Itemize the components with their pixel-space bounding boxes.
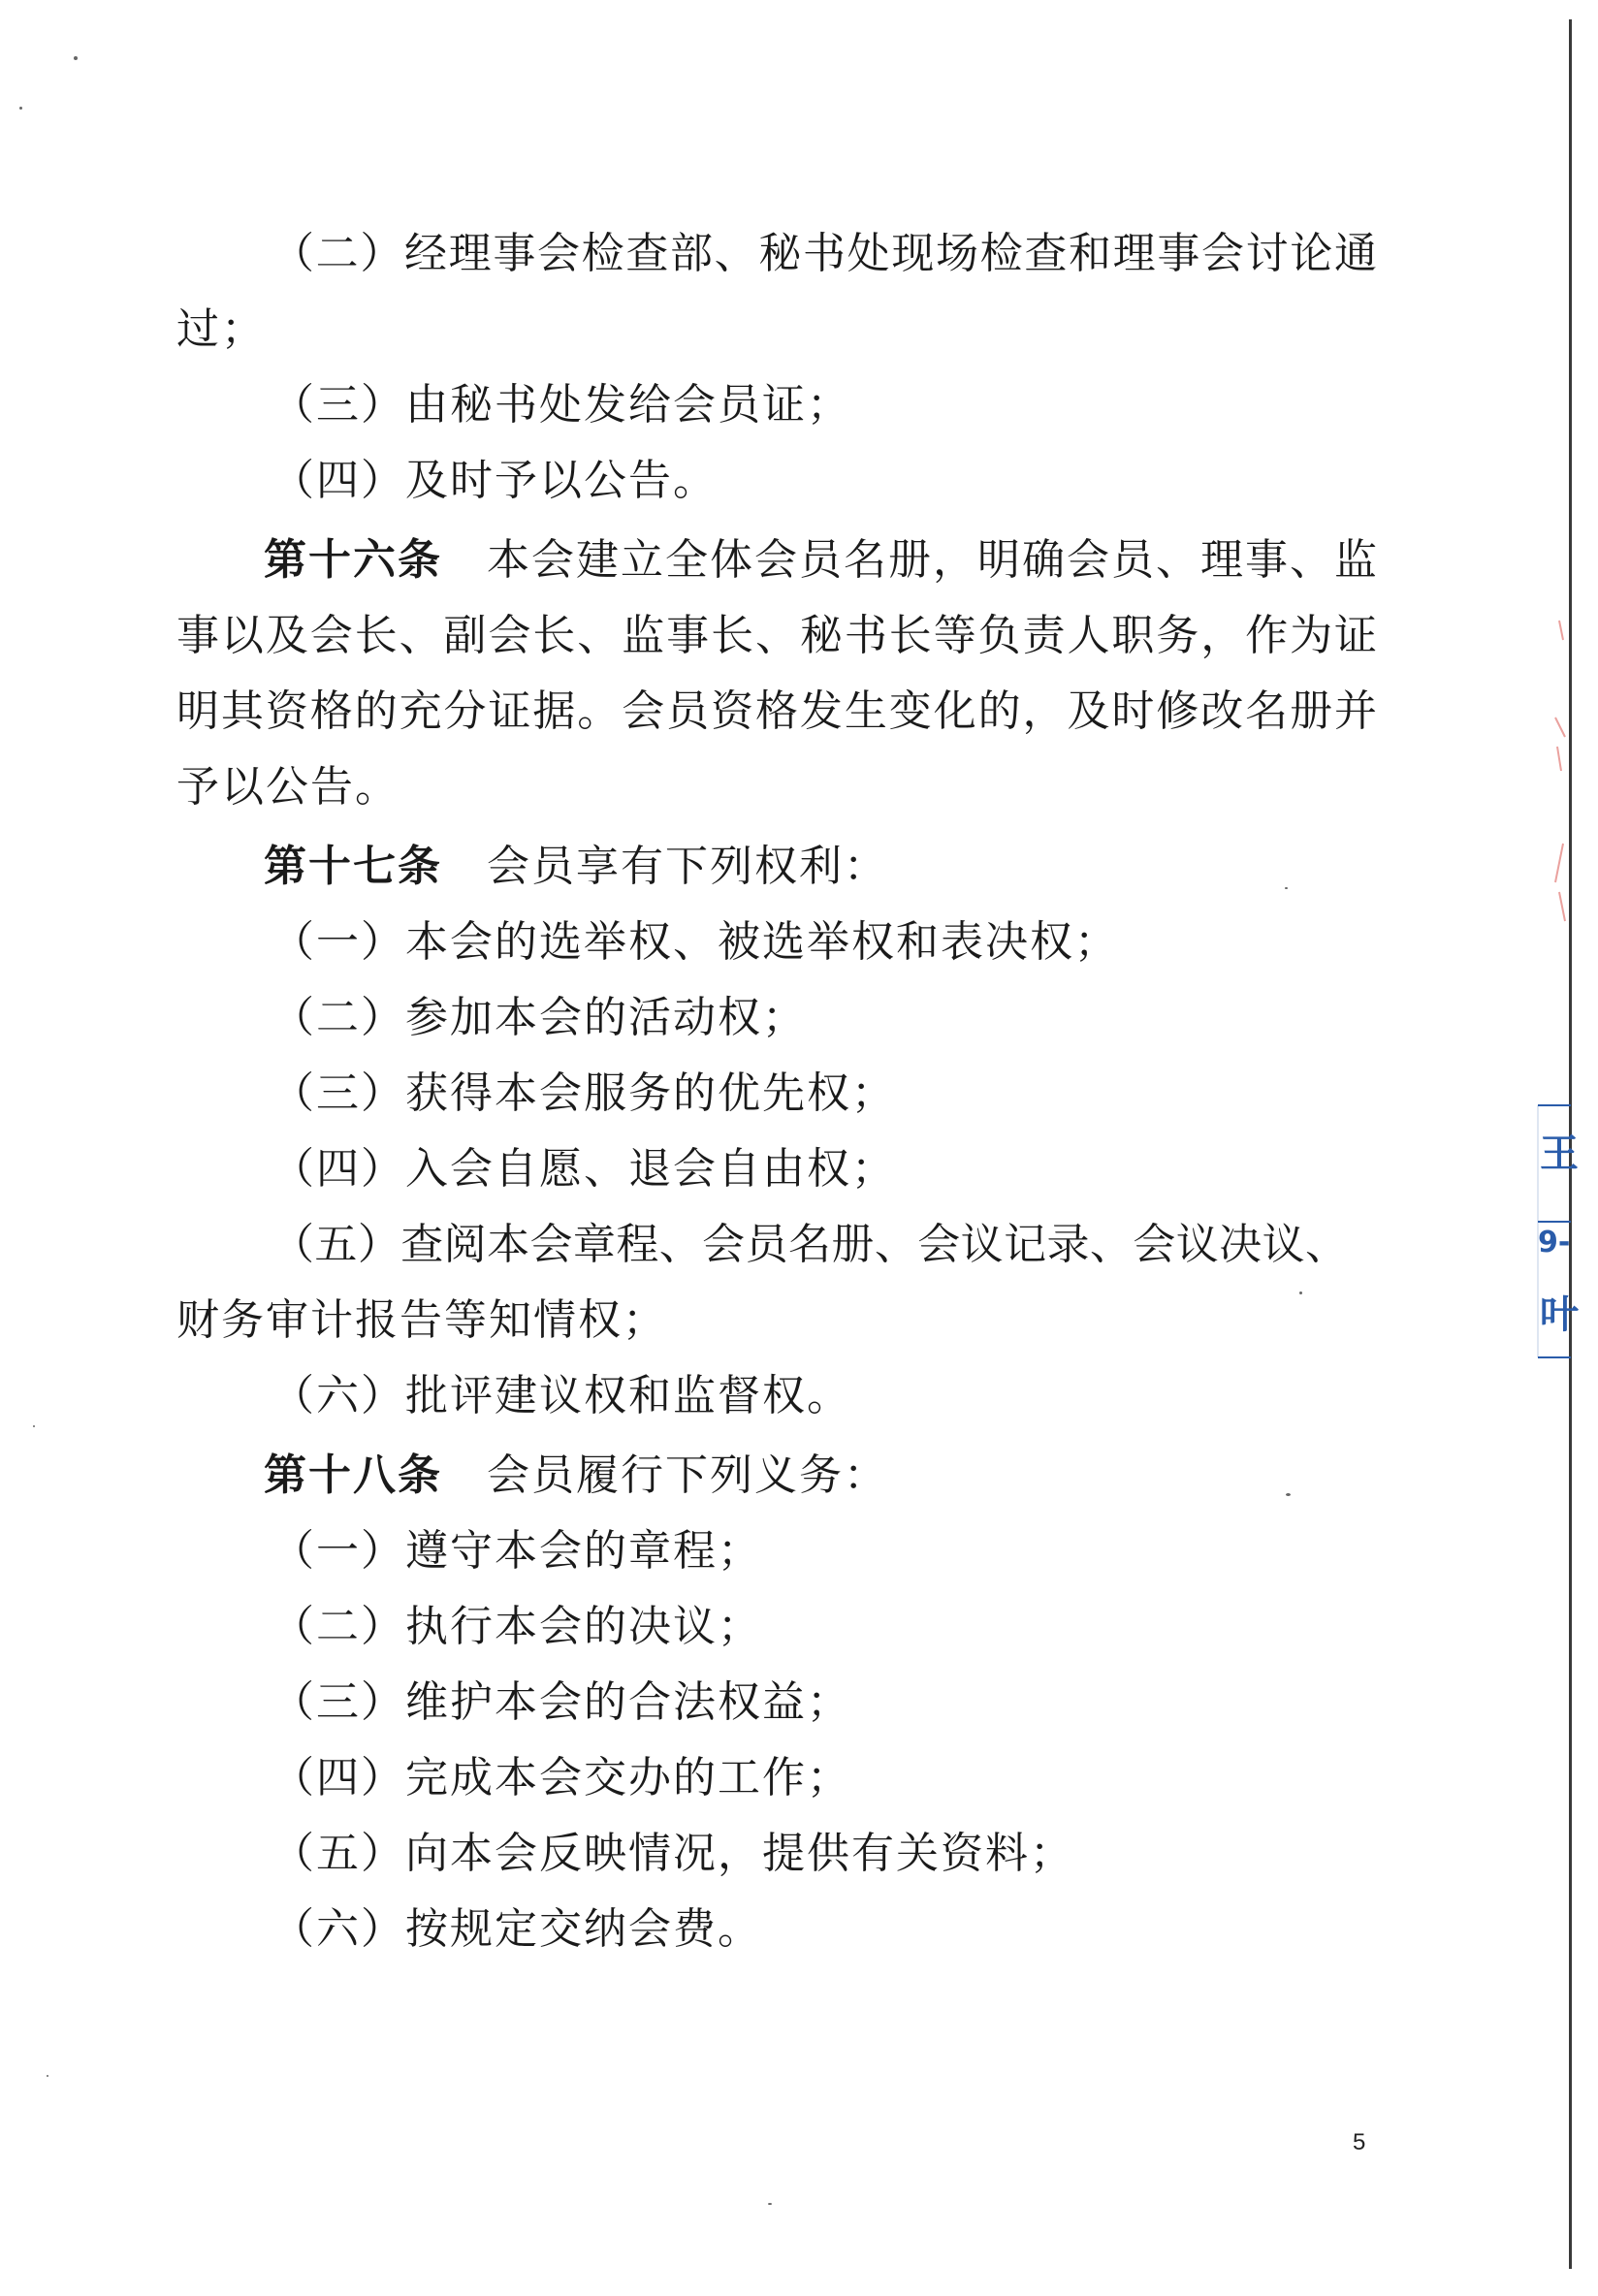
page-number: 5 bbox=[1353, 2129, 1366, 2155]
text-line: （五）查阅本会章程、会员名册、会议记录、会议决议、 bbox=[272, 1220, 1348, 1269]
text-line: （三）维护本会的合法权益； bbox=[272, 1677, 851, 1727]
text-line: （一）遵守本会的章程； bbox=[272, 1526, 762, 1576]
scan-speck bbox=[1286, 1493, 1291, 1496]
text-line: （三）由秘书处发给会员证； bbox=[272, 380, 851, 430]
scan-speck bbox=[47, 2075, 48, 2077]
scan-speck bbox=[1285, 887, 1288, 889]
article-text: 本会建立全体会员名册，明确会员、理事、监 bbox=[487, 535, 1379, 585]
text-line: （四）入会自愿、退会自由权； bbox=[272, 1144, 896, 1194]
scan-speck bbox=[768, 2203, 772, 2205]
article-text: 会员享有下列权利： bbox=[487, 842, 888, 891]
text-line: （二）经理事会检查部、秘书处现场检查和理事会讨论通 bbox=[272, 229, 1377, 278]
article-16-line bbox=[264, 531, 1379, 590]
text-line: （四）及时予以公告。 bbox=[272, 456, 718, 505]
article-heading: 第十八条 bbox=[264, 1451, 442, 1500]
scan-speck bbox=[19, 107, 22, 110]
scan-speck bbox=[1299, 1292, 1302, 1294]
text-line: 事以及会长、副会长、监事长、秘书长等负责人职务，作为证 bbox=[176, 611, 1377, 660]
stamp-text-mid: 9- bbox=[1538, 1226, 1571, 1260]
text-line: （一）本会的选举权、被选举权和表决权； bbox=[272, 917, 1119, 967]
red-seal-mark bbox=[1550, 601, 1569, 950]
text-line: （五）向本会反映情况，提供有关资料； bbox=[272, 1829, 1074, 1878]
article-heading: 第十七条 bbox=[264, 842, 442, 891]
scan-speck bbox=[33, 1425, 35, 1427]
text-line: 明其资格的充分证据。会员资格发生变化的，及时修改名册并 bbox=[176, 686, 1377, 736]
text-line: 予以公告。 bbox=[176, 762, 400, 812]
stamp-text-bottom: 叶 bbox=[1540, 1292, 1579, 1337]
text-line: 财务审计报告等知情权； bbox=[176, 1295, 667, 1345]
text-line: （四）完成本会交办的工作； bbox=[272, 1753, 851, 1802]
scan-speck bbox=[74, 56, 78, 60]
text-line: （二）参加本会的活动权； bbox=[272, 993, 807, 1042]
article-heading: 第十六条 bbox=[264, 535, 442, 585]
text-line: 过； bbox=[176, 304, 266, 354]
stamp-text-top: 王 bbox=[1540, 1132, 1579, 1176]
text-line: （六）批评建议权和监督权。 bbox=[272, 1371, 851, 1420]
text-line: （六）按规定交纳会费。 bbox=[272, 1904, 762, 1954]
text-line: （三）获得本会服务的优先权； bbox=[272, 1068, 896, 1118]
article-18-line bbox=[264, 1447, 888, 1505]
text-line: （二）执行本会的决议； bbox=[272, 1602, 762, 1651]
article-17-line bbox=[264, 838, 888, 896]
article-text: 会员履行下列义务： bbox=[487, 1451, 888, 1500]
margin-stamp bbox=[1534, 1096, 1579, 1367]
